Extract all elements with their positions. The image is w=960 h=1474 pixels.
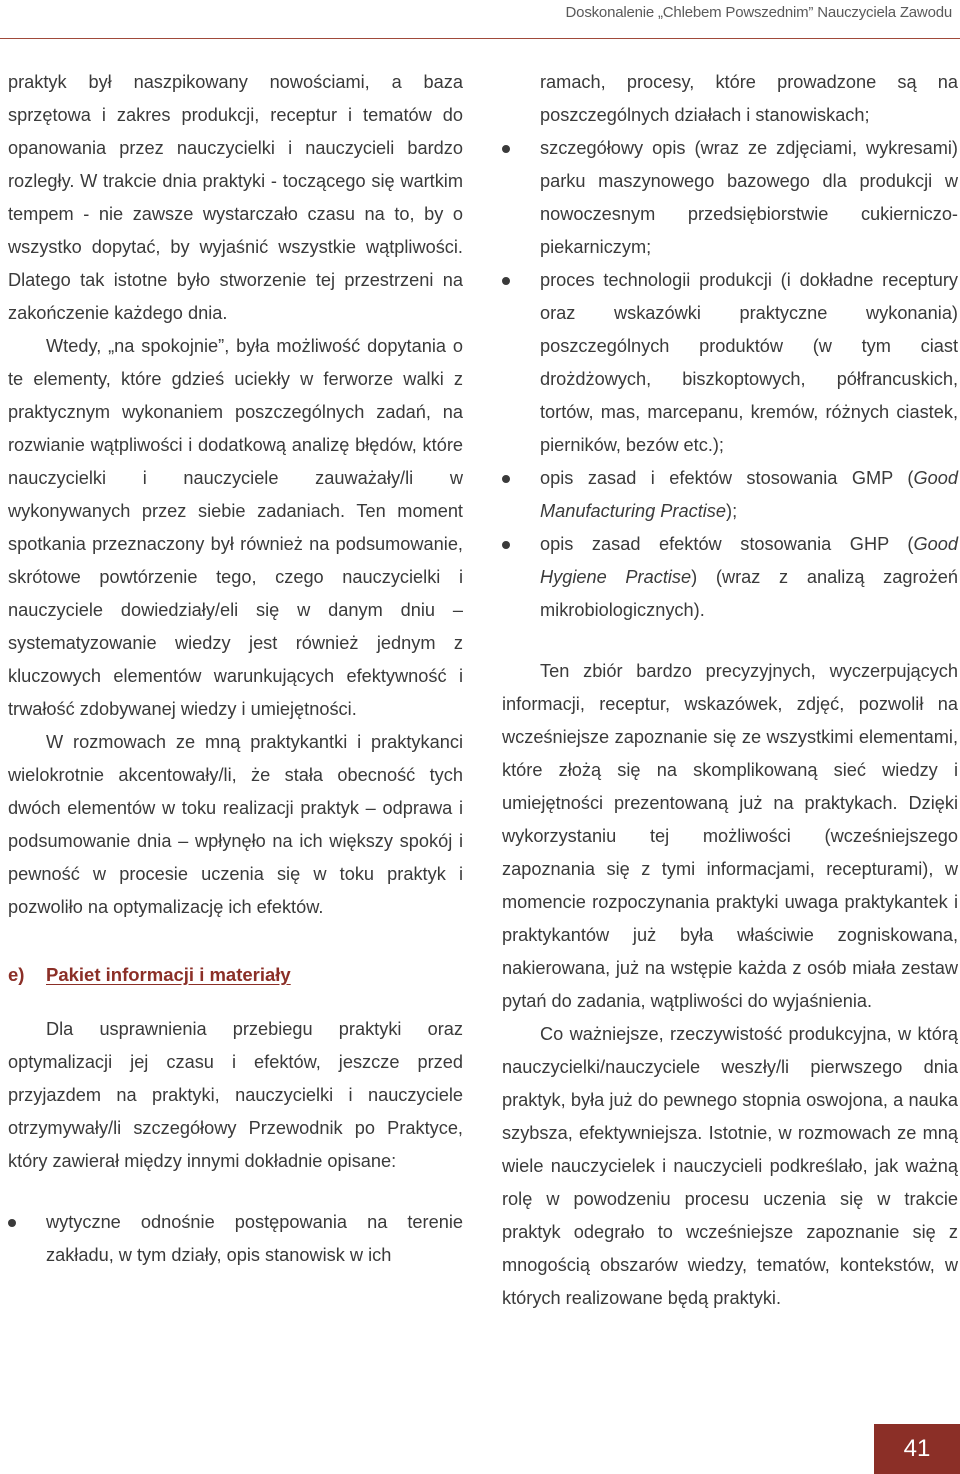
bullet-icon	[502, 541, 510, 549]
list-item-text: wytyczne odnośnie postępowania na terenie zakładu, w tym działy, opis stanowisk w ich	[46, 1212, 463, 1265]
bullet-icon	[502, 475, 510, 483]
list-item-text: opis zasad i efektów stosowania GMP (	[540, 468, 914, 488]
list-item	[502, 132, 958, 264]
paragraph: Wtedy, „na spokojnie”, była możliwość dopytania o te elementy, które gdzieś uciekły w ferworze walki z praktycznym wykonaniem poszczególnych zadań, na rozwianie wątpliwości i dodatkową analizę błędów, które nauczycielki i nauczyciele zauważały/li w wykonywanych przez siebie zadaniach. Ten moment spotkania przeznaczony był również na podsumowanie, skrótowe powtórzenie tego, czego nauczycielki i nauczyciele dowiedziały/eli się w danym dniu – systematyzowanie wiedzy jest również jednym z kluczowych elementów warunkujących efektywność i trwałość zdobywanej wiedzy i umiejętności.	[8, 336, 463, 719]
running-header: Doskonalenie „Chlebem Powszednim” Nauczyciela Zawodu	[565, 4, 952, 21]
paragraph: Dla usprawnienia przebiegu praktyki oraz optymalizacji jej czasu i efektów, jeszcze przed przyjazdem na praktyki, nauczycielki i nauczyciele otrzymywały/li szczegółowy Przewodnik po Praktyce, który zawierał między innymi dokładnie opisane:	[8, 1019, 463, 1171]
bullet-icon	[502, 277, 510, 285]
section-letter: e)	[8, 964, 25, 985]
list-item-emphasis: Good Hygiene Practise	[540, 534, 958, 587]
list-item-text: ) (wraz z analizą zagrożeń mikrobiologicznych).	[540, 567, 959, 620]
list-item-text: proces technologii produkcji (i dokładne receptury oraz wskazówki praktyczne wykonania) poszczególnych produktów (w tym ciast drożdżowych, biszkoptowych, półfrancuskich, tortów, mas, marcepanu, kremów, różnych ciastek, pierników, bezów etc.);	[540, 270, 958, 455]
list-item-text: opis zasad efektów stosowania GHP (	[540, 534, 914, 554]
paragraph: Ten zbiór bardzo precyzyjnych, wyczerpujących informacji, receptur, wskazówek, zdjęć, pozwolił na wcześniejsze zapoznanie się ze wszystkimi elementami, które złożą się na skomplikowaną sieć wiedzy i umiejętności prezentowaną już na praktykach. Dzięki wykorzystaniu tej możliwości (wcześniejszego zapoznania się z tymi informacjami, recepturami), w momencie rozpoczynania praktyki uwaga praktykantek i praktykantów już była właściwie zogniskowana, nakierowana, już na wstępie każda z osób miała zestaw pytań do zadania, wątpliwości do wyjaśnienia.	[502, 661, 958, 1011]
list-item-emphasis: Good Manufacturing Practise	[540, 468, 958, 521]
bullet-icon	[8, 1219, 16, 1227]
bullet-list	[502, 66, 958, 627]
list-item	[8, 1206, 463, 1272]
list-item-text: );	[726, 501, 738, 521]
bullet-icon	[502, 145, 510, 153]
list-item-text: ramach, procesy, które prowadzone są na poszczególnych działach i stanowiskach;	[540, 72, 958, 125]
paragraph: praktyk był naszpikowany nowościami, a baza sprzętowa i zakres produkcji, receptur i tematów do opanowania przez nauczycielki i nauczycieli bardzo rozległy. W trakcie dnia praktyki - toczącego się wartkim tempem - nie zawsze wystarczało czasu na to, by o wszystko dopytać, by wyjaśnić wszystkie wątpliwości. Dlatego tak istotne było stworzenie tej przestrzeni na zakończenie każdego dnia.	[8, 72, 463, 323]
section-title: Pakiet informacji i materiały	[46, 964, 291, 985]
bullet-list	[8, 1206, 463, 1272]
list-item-continued	[502, 66, 958, 132]
paragraph: W rozmowach ze mną praktykantki i praktykanci wielokrotnie akcentowały/li, że stała obecność tych dwóch elementów w toku realizacji praktyk – odprawa i podsumowanie dnia – wpłynęło na ich większy spokój i pewność w procesie uczenia się w toku praktyk i pozwoliło na optymalizację ich efektów.	[8, 732, 463, 917]
list-item	[502, 264, 958, 462]
section-heading	[8, 958, 463, 991]
list-item-text: szczegółowy opis (wraz ze zdjęciami, wykresami) parku maszynowego bazowego dla produkcji w nowoczesnym przedsiębiorstwie cukierniczo-piekarniczym;	[540, 138, 958, 257]
paragraph: Co ważniejsze, rzeczywistość produkcyjna, w którą nauczycielki/nauczyciele weszły/li pierwszego dnia praktyk, była już do pewnego stopnia oswojona, a nauka szybsza, efektywniejsza. Istotnie, w rozmowach ze mną wiele nauczycielek i nauczycieli podkreślało, jak ważną rolę w powodzeniu procesu uczenia się w trakcie praktyk odegrało to wcześniejsze zapoznanie się z mnogością obszarów wiedzy, tematów, kontekstów, w których realizowane będą praktyki.	[502, 1024, 958, 1308]
page-number-badge: 41	[874, 1424, 960, 1474]
left-column	[8, 66, 463, 1272]
list-item	[502, 462, 958, 528]
right-column	[502, 66, 958, 1315]
header-divider	[0, 38, 960, 39]
list-item	[502, 528, 958, 627]
